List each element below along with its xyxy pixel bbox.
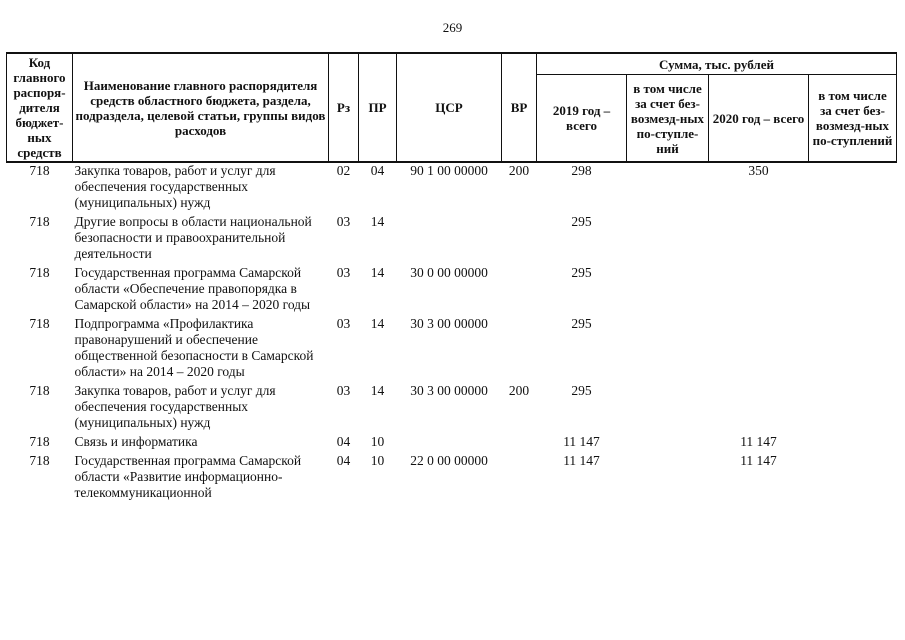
cell-code: 718: [29, 453, 50, 468]
cell-2020-total: 350: [748, 163, 769, 178]
table-row: [7, 383, 897, 434]
cell-2019-total: 295: [571, 316, 592, 331]
cell-rz: 03: [336, 265, 351, 280]
cell-pr: 04: [370, 163, 385, 178]
cell-2019-free: [627, 214, 709, 265]
header-2020-total: 2020 год – всего: [709, 75, 809, 163]
cell-vr: [502, 265, 537, 316]
page-number: 269: [442, 20, 463, 35]
cell-2019-total: 295: [571, 265, 592, 280]
budget-table: [6, 52, 897, 504]
cell-2019-free: [627, 383, 709, 434]
cell-pr: 10: [370, 434, 385, 449]
cell-rz: 03: [336, 214, 351, 229]
cell-pr: 10: [370, 453, 385, 468]
cell-2019-total: 11 147: [563, 453, 600, 468]
header-2020-free: в том числе за счет без-возмезд-ных по-ступлений: [809, 75, 897, 163]
cell-csr: 30 3 00 00000: [410, 316, 488, 331]
header-name: Наименование главного распорядителя средств областного бюджета, раздела, подраздела, целевой статьи, группы видов расходов: [73, 53, 329, 162]
cell-2020-total: [709, 383, 809, 434]
cell-vr: [502, 316, 537, 383]
table-row: [7, 214, 897, 265]
cell-2020-free: [809, 162, 897, 214]
cell-pr: 14: [370, 316, 385, 331]
cell-2020-free: [809, 265, 897, 316]
cell-name: Другие вопросы в области национальной безопасности и правоохранительной деятельности: [74, 214, 312, 261]
cell-vr: [502, 453, 537, 504]
table-header: [7, 53, 897, 162]
cell-pr: 14: [370, 214, 385, 229]
cell-csr: 30 3 00 00000: [410, 383, 488, 398]
header-rz: Рз: [329, 53, 359, 162]
header-2019-total: 2019 год – всего: [537, 75, 627, 163]
cell-2019-free: [627, 162, 709, 214]
cell-2019-total: 11 147: [563, 434, 600, 449]
cell-rz: 02: [336, 163, 351, 178]
cell-rz: 04: [336, 434, 351, 449]
cell-2019-free: [627, 453, 709, 504]
table-row: [7, 453, 897, 504]
cell-name: Закупка товаров, работ и услуг для обеспечения государственных (муниципальных) нужд: [74, 163, 276, 210]
cell-csr: 22 0 00 00000: [410, 453, 488, 468]
cell-2020-free: [809, 453, 897, 504]
header-csr: ЦСР: [397, 53, 502, 162]
cell-pr: 14: [370, 265, 385, 280]
cell-csr: [397, 434, 502, 453]
cell-name: Закупка товаров, работ и услуг для обеспечения государственных (муниципальных) нужд: [74, 383, 276, 430]
cell-2019-total: 295: [571, 383, 592, 398]
cell-code: 718: [29, 434, 50, 449]
cell-vr: 200: [508, 163, 530, 178]
table-row: [7, 162, 897, 214]
cell-2020-total: [709, 265, 809, 316]
cell-code: 718: [29, 383, 50, 398]
cell-2020-free: [809, 383, 897, 434]
table-row: [7, 434, 897, 453]
cell-csr: 30 0 00 00000: [410, 265, 488, 280]
cell-pr: 14: [370, 383, 385, 398]
cell-2020-total: [709, 214, 809, 265]
header-2019-free: в том числе за счет без-возмезд-ных по-ступле-ний: [627, 75, 709, 163]
cell-2020-free: [809, 214, 897, 265]
cell-code: 718: [29, 214, 50, 229]
table-row: [7, 316, 897, 383]
table-body: [7, 162, 897, 504]
cell-2019-free: [627, 265, 709, 316]
cell-2019-total: 295: [571, 214, 592, 229]
cell-2020-total: [709, 316, 809, 383]
cell-csr: 90 1 00 00000: [410, 163, 488, 178]
cell-rz: 04: [336, 453, 351, 468]
header-pr: ПР: [359, 53, 397, 162]
header-vr: ВР: [502, 53, 537, 162]
cell-2019-free: [627, 316, 709, 383]
cell-vr: [502, 434, 537, 453]
cell-name: Подпрограмма «Профилактика правонарушений и обеспечение общественной безопасности в Самарской области» на 2014 – 2020 годы: [74, 316, 314, 379]
cell-code: 718: [29, 163, 50, 178]
cell-name: Государственная программа Самарской области «Обеспечение правопорядка в Самарской области» на 2014 – 2020 годы: [74, 265, 311, 312]
cell-rz: 03: [336, 316, 351, 331]
cell-code: 718: [29, 316, 50, 331]
cell-2020-free: [809, 434, 897, 453]
cell-2019-total: 298: [571, 163, 592, 178]
cell-code: 718: [29, 265, 50, 280]
cell-vr: [502, 214, 537, 265]
cell-2019-free: [627, 434, 709, 453]
cell-rz: 03: [336, 383, 351, 398]
cell-2020-total: 11 147: [740, 453, 777, 468]
cell-name: Связь и информатика: [74, 434, 198, 449]
table-row: [7, 265, 897, 316]
cell-2020-free: [809, 316, 897, 383]
cell-name: Государственная программа Самарской области «Развитие информационно-телекоммуникационной: [74, 453, 302, 500]
cell-vr: 200: [508, 383, 530, 398]
header-code: Код главного распоря-дителя бюджет-ных средств: [7, 53, 73, 162]
cell-csr: [397, 214, 502, 265]
cell-2020-total: 11 147: [740, 434, 777, 449]
header-sum: Сумма, тыс. рублей: [537, 53, 897, 75]
